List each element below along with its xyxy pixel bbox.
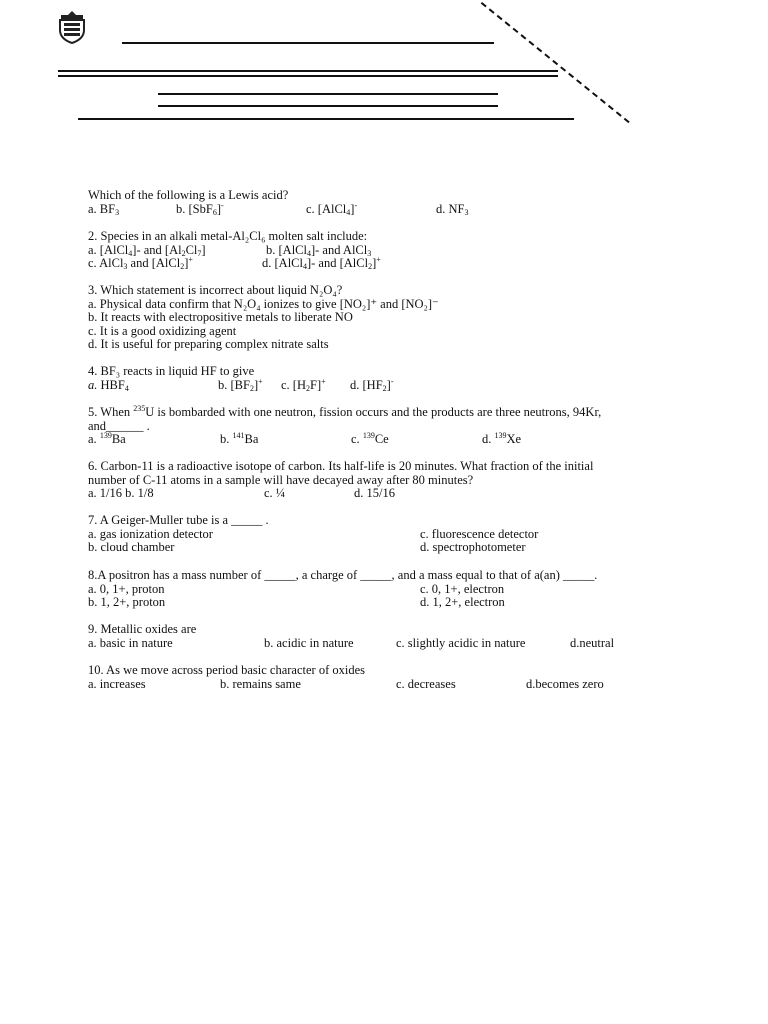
header-line-1	[158, 93, 498, 95]
header-line-3	[78, 118, 574, 120]
question-1-option-a: a. $BF_3$	[88, 201, 120, 217]
header-double-rule-top	[58, 70, 558, 72]
header-line-2	[158, 105, 498, 107]
question-8-option-c: c. 0, 1+, electron	[420, 581, 505, 596]
question-10-option-c: c. decreases	[396, 676, 456, 691]
question-1-stem: Which of the following is a Lewis acid?	[88, 188, 289, 202]
question-8-option-a: a. 0, 1+, proton	[88, 581, 165, 596]
question-7-option-d: d. spectrophotometer	[420, 540, 526, 555]
question-6-stem-line1: 6. Carbon-11 is a radioactive isotope of carbon. Its half-life is 20 minutes. What fraction of the initial	[88, 459, 594, 473]
question-7-stem: 7. A Geiger-Muller tube is a _____ .	[88, 513, 269, 527]
header-name-line	[122, 42, 494, 44]
question-2-option-c: c. AlCl$_3$ and [AlCl$_2$]+	[88, 255, 193, 272]
question-9-option-b: b. acidic in nature	[264, 635, 354, 650]
header-double-rule-bottom	[58, 75, 558, 77]
question-10-option-b: b. remains same	[220, 676, 301, 691]
question-6-stem-line2: number of C-11 atoms in a sample will have decayed away after 80 minutes?	[88, 472, 474, 487]
question-2-option-a: a. [AlCl$_4$]- and $[Al_2Cl_7]$	[88, 242, 206, 258]
question-10-option-d: d.becomes zero	[526, 676, 604, 691]
question-4-stem: 4. BF₃ reacts in liquid HF to give	[88, 364, 255, 378]
question-3-option-c: c. It is a good oxidizing agent	[88, 323, 237, 338]
question-5-stem: 5. When $^{235}$U is bombarded with one neutron, fission occurs and the products are three neutrons, 94Kr,	[88, 404, 602, 419]
question-5-option-b: b. $^{141}$Ba	[220, 431, 259, 447]
question-3-stem: 3. Which statement is incorrect about liquid N₂O₄?	[88, 283, 343, 297]
question-9-stem: 9. Metallic oxides are	[88, 622, 197, 636]
question-4-option-a: a. $HBF_4$	[88, 377, 129, 393]
question-10-stem: 10. As we move across period basic character of oxides	[88, 663, 365, 677]
question-4-option-b: b. $[BF_2]^+$	[218, 376, 263, 393]
question-8-stem: 8.A positron has a mass number of _____, a charge of _____, and a mass equal to that of a(an) _____.	[88, 568, 598, 582]
question-6-option-d: d. 15/16	[354, 486, 395, 501]
question-9-option-a: a. basic in nature	[88, 635, 173, 650]
question-1-option-d: d. $NF_3$	[436, 201, 469, 217]
question-7-option-a: a. gas ionization detector	[88, 526, 213, 541]
question-7-option-b: b. cloud chamber	[88, 540, 175, 555]
corner-dashed-line	[481, 2, 630, 123]
question-2-option-d: d. [AlCl$_4$]- and [AlCl$_2$]+	[262, 255, 381, 272]
question-6-option-c: c. ¼	[264, 486, 286, 501]
question-9-option-d: d.neutral	[570, 635, 615, 650]
question-6-options-ab: a. 1/16 b. 1/8	[88, 486, 154, 501]
question-8-option-d: d. 1, 2+, electron	[420, 595, 505, 610]
question-4-option-d: d. $[HF_2]^-$	[350, 376, 394, 393]
question-2-stem: 2. Species in an alkali metal-Al₂Cl₆ molten salt include:	[88, 229, 368, 243]
question-5-option-c: c. $^{139}$Ce	[351, 431, 389, 447]
question-5-stem-line2: and______ .	[88, 418, 150, 433]
question-4-option-c: c. $[H_2F]^+$	[281, 376, 326, 393]
question-7-option-c: c. fluorescence detector	[420, 526, 539, 541]
question-3-option-a: a. Physical data confirm that N₂O₄ ionizes to give [NO₂]⁺ and [NO₂]⁻	[88, 296, 439, 311]
question-2-option-b: b. [AlCl$_4$]- and AlCl$_3$	[266, 242, 372, 258]
question-1-option-c: c. [AlCl$_4$]-	[306, 200, 358, 217]
question-5-option-a: a. $^{139}$Ba	[88, 431, 126, 447]
question-10-option-a: a. increases	[88, 676, 146, 691]
question-9-option-c: c. slightly acidic in nature	[396, 635, 526, 650]
question-5-option-d: d. $^{139}$Xe	[482, 431, 522, 447]
question-3-option-b: b. It reacts with electropositive metals to liberate NO	[88, 310, 353, 325]
question-1-option-b: b. [SbF$_6$]-	[176, 200, 224, 217]
question-8-option-b: b. 1, 2+, proton	[88, 595, 166, 610]
university-logo-icon	[56, 10, 88, 44]
question-3-option-d: d. It is useful for preparing complex nitrate salts	[88, 337, 329, 352]
